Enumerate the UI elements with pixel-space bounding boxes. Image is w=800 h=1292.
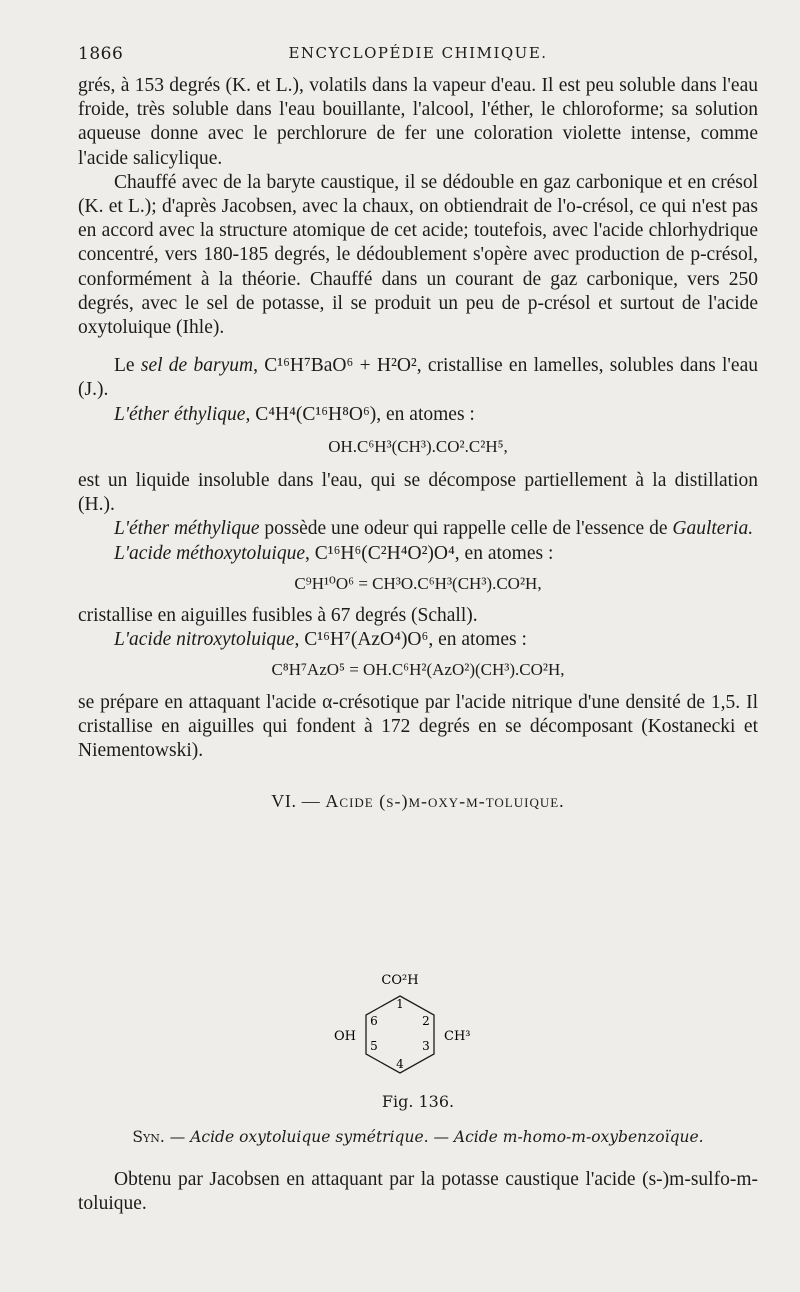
acide-nitroxytoluique-label: L'acide nitroxytoluique [114,629,295,651]
paragraph-3-lead: Le [114,355,141,377]
paragraph-3 [78,354,758,402]
paragraph-10: se prépare en attaquant l'acide α-crésotique par l'acide nitrique d'une densité de 1,5. Il cristallise en aiguilles qui fondent à 172 degrés en se décomposant (Kostanecki et Niementowski). [78,691,758,762]
paragraph-7-text: , C¹⁶H⁶(C²H⁴O²)O⁴, en atomes : [305,542,554,564]
substituent-right: CH³ [444,1029,470,1044]
paragraph-8: cristallise en aiguilles fusibles à 67 degrés (Schall). [78,605,478,627]
final-text [78,1168,758,1216]
gaulteria-label: Gaulteria. [672,518,754,540]
paragraph-1: grés, à 153 degrés (K. et L.), volatils dans la vapeur d'eau. Il est peu soluble dans l'eau froide, très soluble dans l'eau bouillante, l'alcool, l'éther, le chloroforme; sa solution aqueuse donne avec le perchlorure de fer une coloration violette intense, comme l'acide salicylique. [78,75,758,169]
paragraph-4 [78,403,758,427]
substituent-top: CO²H [381,973,419,988]
paragraph-4-text: , C⁴H⁴(C¹⁶H⁸O⁶), en atomes : [245,403,475,425]
paragraph-6-text: possède une odeur qui rappelle celle de l'essence de [259,518,673,540]
position-5: 5 [370,1039,378,1053]
substituent-left: OH [334,1029,356,1044]
paragraph-9 [78,628,758,652]
section-title: Acide (s-)m-oxy-m-toluique. [325,791,565,812]
synonyms-line [78,1128,758,1146]
position-1: 1 [396,997,404,1011]
running-title: ENCYCLOPÉDIE CHIMIQUE. [288,44,548,62]
page-number: 1866 [78,44,124,64]
formula-ether-ethylique: OH.C⁶H³(CH³).CO².C²H⁵, [328,436,508,456]
benzene-ring-figure [330,970,470,1090]
synonyms-label: Syn. [132,1128,165,1146]
position-2: 2 [422,1014,430,1028]
figure-caption: Fig. 136. [381,1092,455,1111]
paragraph-7 [78,542,758,566]
formula-methoxytoluique: C⁹H¹⁰O⁶ = CH³O.C⁶H³(CH³).CO²H, [294,573,542,593]
paragraph-5: est un liquide insoluble dans l'eau, qui se décompose partiellement à la distillation (H.). [78,470,758,516]
paragraph-2: Chauffé avec de la baryte caustique, il se dédouble en gaz carbonique et en crésol (K. et L.); d'après Jacobsen, avec la chaux, on obtiendrait de l'o-crésol, ce qui n'est pas en accord avec la structure atomique de cet acide; toutefois, avec l'acide chlorhydrique concentré, vers 180-185 degrés, le dédoublement s'opère avec production de p-crésol, conformément à la théorie. Chauffé dans un courant de gaz carbonique, vers 250 degrés, avec le sel de potasse, il se produit un peu de p-crésol et surtout de l'acide oxytoluique (Ihle). [78,171,758,339]
section-heading [78,789,758,813]
paragraph-6 [78,517,758,541]
position-6: 6 [370,1014,378,1028]
position-4: 4 [396,1057,404,1071]
acide-methoxytoluique-label: L'acide méthoxytoluique [114,542,305,564]
spacer [78,340,758,354]
benzene-ring-diagram [330,970,470,1090]
ether-methylique-label: L'éther méthylique [114,518,260,540]
ether-ethylique-label: L'éther éthylique [114,403,246,425]
body-text [78,74,758,813]
paragraph-9-text: , C¹⁶H⁷(AzO⁴)O⁶, en atomes : [294,629,527,651]
section-number: VI. — [271,791,321,812]
formula-nitroxytoluique: C⁸H⁷AzO⁵ = OH.C⁶H²(AzO²)(CH³).CO²H, [271,660,565,680]
final-paragraph: Obtenu par Jacobsen en attaquant par la potasse caustique l'acide (s-)m-sulfo-m-toluique. [78,1169,758,1215]
sel-de-baryum-label: sel de baryum [140,355,254,377]
paragraph-3-text: , C¹⁶H⁷BaO⁶ + H²O², cristallise en lamelles, solubles dans l'eau (J.). [78,355,758,401]
position-3: 3 [422,1039,430,1053]
synonyms-text: — Acide oxytoluique symétrique. — Acide m-homo-m-oxybenzoïque. [164,1128,704,1146]
page-header [78,44,758,70]
